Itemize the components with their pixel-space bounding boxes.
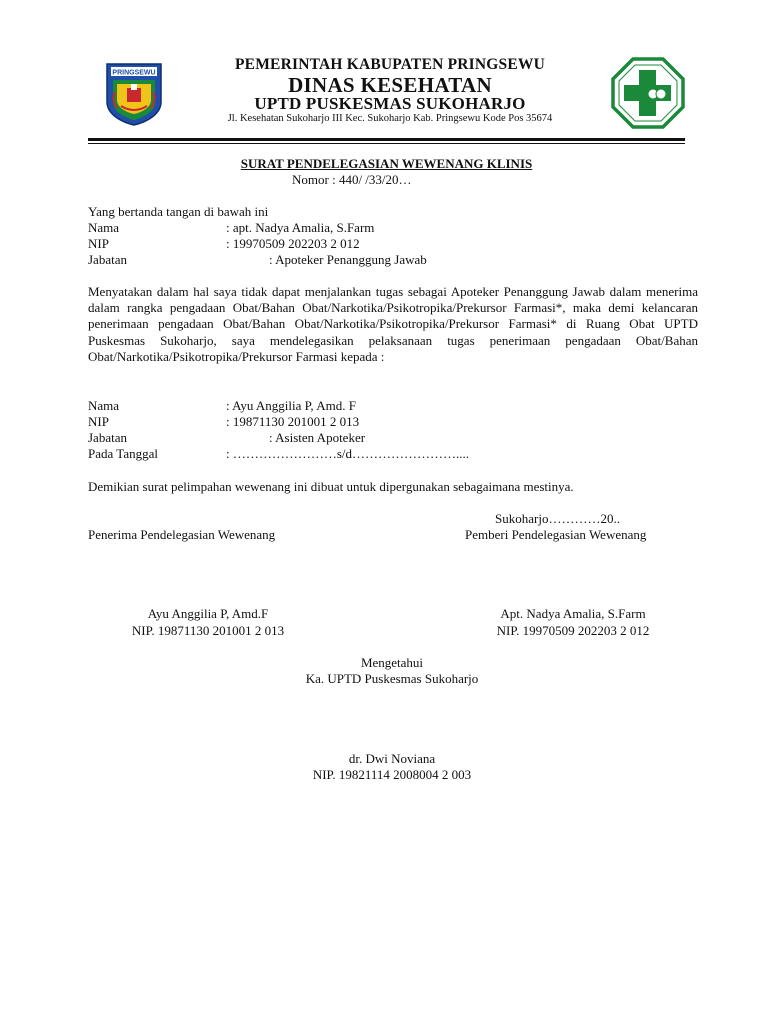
delegate-position-value: : Asisten Apoteker — [269, 430, 366, 445]
delegation-statement: Menyatakan dalam hal saya tidak dapat menjalankan tugas sebagai Apoteker Penanggung Jawab dalam menerima dalam rangka pengadaan Obat/Bahan Obat/Narkotika/Psikotropika/Prekursor Farmasi*, maka demi kelancaran penerimaan pengadaan Obat/Bahan Obat/Narkotika/Psikotropika/Prekursor Farmasi* di Ruang Obat UPTD Puskesmas Sukoharjo, saya mendelegasikan pelaksanaan tugas penerimaan pengadaan Obat/Bahan Obat/Narkotika/Psikotropika/Prekursor Farmasi kepada : — [88, 284, 698, 364]
receiver-signature-name: Ayu Anggilia P, Amd.F — [147, 606, 269, 621]
letter-number: Nomor : 440/ /33/20… — [292, 172, 412, 187]
acknowledge-label: Mengetahui — [360, 655, 424, 670]
head-signature-nip: NIP. 19821114 2008004 2 003 — [312, 767, 472, 782]
delegate-name-label: Nama — [88, 398, 120, 413]
grantor-name-label: Nama — [88, 220, 120, 235]
kop-unit: UPTD PUSKESMAS SUKOHARJO — [254, 94, 526, 113]
closing-text: Demikian surat pelimpahan wewenang ini dibuat untuk dipergunakan sebagaimana mestinya. — [88, 479, 574, 494]
kop-government: PEMERINTAH KABUPATEN PRINGSEWU — [235, 56, 545, 73]
grantor-position-value: : Apoteker Penanggung Jawab — [269, 252, 427, 267]
grantor-nip-label: NIP — [88, 236, 109, 251]
delegate-name-value: : Ayu Anggilia P, Amd. F — [226, 398, 356, 413]
delegate-position-label: Jabatan — [88, 430, 127, 445]
place-date: Sukoharjo…………20.. — [495, 511, 620, 526]
giver-heading: Pemberi Pendelegasian Wewenang — [465, 527, 647, 542]
kop-address: Jl. Kesehatan Sukoharjo III Kec. Sukoharjo Kab. Pringsewu Kode Pos 35674 — [227, 113, 553, 124]
giver-signature-nip: NIP. 19970509 202203 2 012 — [496, 623, 650, 638]
kop-department: DINAS KESEHATAN — [288, 73, 492, 97]
puskesmas-cross-logo-icon — [611, 57, 685, 129]
letter-title: SURAT PENDELEGASIAN WEWENANG KLINIS — [240, 156, 533, 171]
delegate-date-value: : ……………………s/d…………………….... — [226, 446, 470, 461]
emblem-label: PRINGSEWU — [112, 69, 156, 77]
header-rule-thin — [88, 143, 685, 144]
header-rule-thick — [88, 138, 685, 141]
pringsewu-emblem-icon — [103, 62, 165, 126]
grantor-nip-value: : 19970509 202203 2 012 — [226, 236, 360, 251]
receiver-heading: Penerima Pendelegasian Wewenang — [88, 527, 276, 542]
receiver-signature-nip: NIP. 19871130 201001 2 013 — [131, 623, 285, 638]
intro-text: Yang bertanda tangan di bawah ini — [88, 204, 269, 219]
giver-signature-name: Apt. Nadya Amalia, S.Farm — [500, 606, 646, 621]
grantor-position-label: Jabatan — [88, 252, 127, 267]
grantor-name-value: : apt. Nadya Amalia, S.Farm — [226, 220, 375, 235]
delegate-date-label: Pada Tanggal — [88, 446, 158, 461]
acknowledge-title: Ka. UPTD Puskesmas Sukoharjo — [305, 671, 479, 686]
head-signature-name: dr. Dwi Noviana — [348, 751, 436, 766]
delegate-nip-value: : 19871130 201001 2 013 — [226, 414, 360, 429]
delegate-nip-label: NIP — [88, 414, 109, 429]
